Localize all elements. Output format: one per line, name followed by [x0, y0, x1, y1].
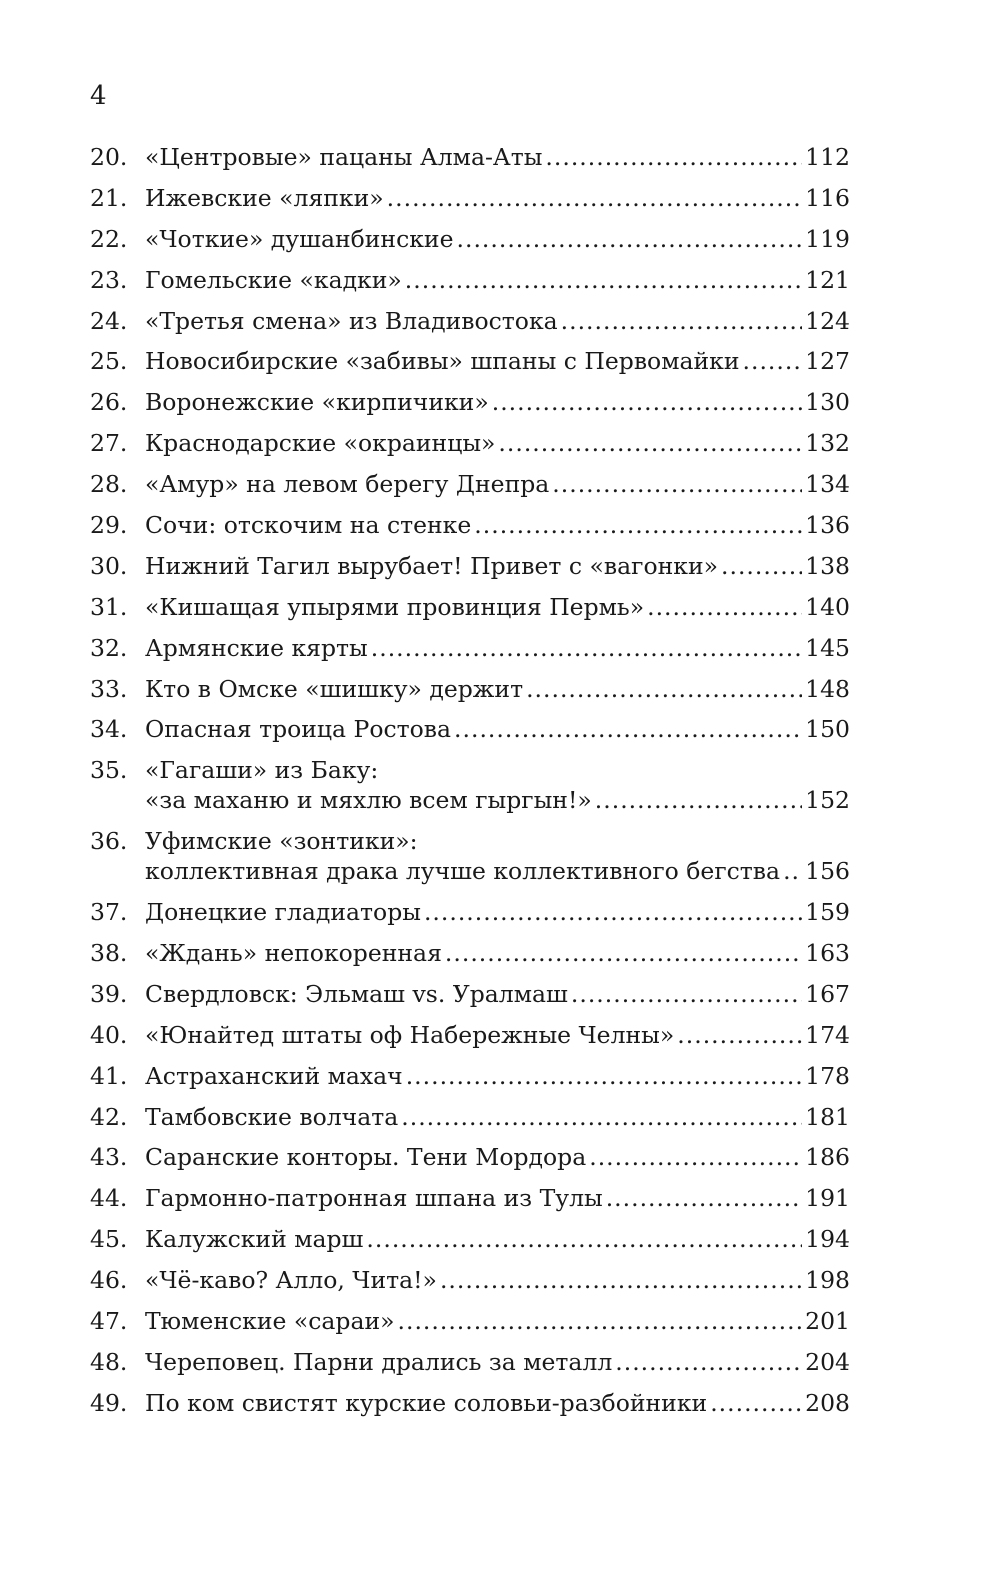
toc-entry-body: [145, 1183, 850, 1213]
toc-entry: [90, 183, 850, 213]
toc-entry-page: 156: [805, 857, 850, 886]
toc-entry-number: 43.: [90, 1143, 128, 1172]
toc-entry-title: Донецкие гладиаторы: [145, 898, 421, 927]
toc-entry-line: [145, 1183, 850, 1213]
toc-entry-body: [145, 1020, 850, 1050]
toc-entry-line: [145, 633, 850, 663]
toc-entry: [90, 674, 850, 704]
dot-leader: [371, 633, 802, 663]
toc-entry: [90, 633, 850, 663]
toc-entry-line: [145, 1306, 850, 1336]
toc-entry-page: 127: [805, 347, 850, 376]
toc-entry-title: «Кишащая упырями провинция Пермь»: [145, 592, 645, 621]
page-number: 4: [90, 81, 107, 111]
dot-leader: [440, 1265, 802, 1295]
dot-leader: [545, 142, 802, 172]
dot-leader: [571, 979, 802, 1009]
toc-entry-line: [145, 674, 850, 704]
toc-entry-body: [145, 1306, 850, 1336]
toc-entry-number: 47.: [90, 1307, 128, 1336]
toc-entry-page: 130: [805, 388, 850, 417]
toc-entry: [90, 826, 850, 886]
toc-entry: [90, 938, 850, 968]
toc-entry-number: 33.: [90, 674, 128, 703]
toc-entry-title: Тюменские «сараи»: [145, 1307, 395, 1336]
dot-leader: [405, 265, 802, 295]
toc-entry-body: [145, 1061, 850, 1091]
toc-entry: [90, 224, 850, 254]
toc-entry-page: 140: [805, 592, 850, 621]
toc-entry-page: 201: [805, 1307, 850, 1336]
toc-entry: [90, 1061, 850, 1091]
toc-entry-line: [145, 1061, 850, 1091]
dot-leader: [721, 551, 802, 581]
dot-leader: [647, 592, 802, 622]
toc-entry-line: [145, 1347, 850, 1377]
toc-entry-body: [145, 1347, 850, 1377]
toc-entry-page: 116: [805, 183, 850, 212]
toc-entry-page: 148: [805, 674, 850, 703]
dot-leader: [595, 785, 802, 815]
toc-entry-number: 25.: [90, 347, 128, 376]
toc-entry-page: 208: [805, 1388, 850, 1417]
toc-entry-title: «Центровые» пацаны Алма-Аты: [145, 143, 543, 171]
toc-entry-line: [145, 183, 850, 213]
dot-leader: [401, 1102, 802, 1132]
dot-leader: [424, 897, 802, 927]
toc-entry-line: [145, 826, 850, 856]
dot-leader: [710, 1388, 802, 1418]
toc-entry-title: «Чё-каво? Алло, Чита!»: [145, 1266, 437, 1295]
dot-leader: [552, 469, 802, 499]
toc-entry: [90, 755, 850, 815]
toc-entry: [90, 306, 850, 336]
toc-entry-line: [145, 856, 850, 886]
toc-entry: [90, 1224, 850, 1254]
dot-leader: [615, 1347, 802, 1377]
toc-entry-page: 204: [805, 1347, 850, 1376]
dot-leader: [406, 1061, 802, 1091]
dot-leader: [526, 674, 802, 704]
toc-entry-line: [145, 142, 850, 172]
toc-entry-line: [145, 306, 850, 336]
toc-entry-body: [145, 1142, 850, 1172]
toc-entry: [90, 1183, 850, 1213]
toc-entry-line: [145, 1102, 850, 1132]
toc-entry-number: 21.: [90, 183, 128, 212]
toc-entry-body: [145, 306, 850, 336]
toc-entry-title: Астраханский махач: [145, 1061, 403, 1090]
toc-entry-number: 31.: [90, 592, 128, 621]
toc-entry-page: 152: [805, 786, 850, 815]
toc-entry-title: «Амур» на левом берегу Днепра: [145, 470, 550, 499]
toc-entry-body: [145, 1224, 850, 1254]
toc-entry: [90, 510, 850, 540]
toc-entry-title: Новосибирские «забивы» шпаны с Первомайки: [145, 347, 740, 376]
toc-entry: [90, 1388, 850, 1418]
toc-entry-title: Нижний Тагил вырубает! Привет с «вагонки»: [145, 551, 718, 580]
toc-entry-body: [145, 755, 850, 815]
toc-entry-title: Уфимские «зонтики»:: [145, 827, 418, 856]
toc-entry-title: Свердловск: Эльмаш vs. Уралмаш: [145, 979, 568, 1008]
toc-entry-title: Череповец. Парни дрались за металл: [145, 1347, 613, 1376]
toc-entry-title: коллективная драка лучше коллективного бегства: [145, 857, 781, 886]
toc-entry-line: [145, 469, 850, 499]
toc-entry-body: [145, 714, 850, 744]
toc-entry-line: [145, 1265, 850, 1295]
toc-entry: [90, 1306, 850, 1336]
toc-entry-title: Воронежские «кирпичики»: [145, 388, 489, 417]
toc-entry-title: Саранские конторы. Тени Мордора: [145, 1143, 587, 1172]
toc-entry: [90, 387, 850, 417]
toc-entry: [90, 551, 850, 581]
toc-entry-page: 119: [805, 224, 850, 253]
dot-leader: [783, 856, 802, 886]
toc-entry-body: [145, 510, 850, 540]
toc-entry-body: [145, 1388, 850, 1418]
toc-entry-line: [145, 1388, 850, 1418]
dot-leader: [457, 224, 803, 254]
toc-entry-page: 194: [805, 1225, 850, 1254]
toc-entry: [90, 265, 850, 295]
toc-entry-title: «Юнайтед штаты оф Набережные Челны»: [145, 1020, 675, 1049]
toc-entry-body: [145, 633, 850, 663]
toc-entry-number: 28.: [90, 470, 128, 499]
toc-entry-page: 150: [805, 715, 850, 744]
toc-entry-number: 22.: [90, 224, 128, 253]
toc-entry-title: Калужский марш: [145, 1225, 364, 1254]
toc-entry: [90, 979, 850, 1009]
dot-leader: [606, 1183, 802, 1213]
toc-entry-title: Армянские кярты: [145, 633, 368, 662]
toc-entry-body: [145, 897, 850, 927]
toc-entry-page: 191: [805, 1184, 850, 1213]
toc-entry-number: 29.: [90, 511, 128, 540]
toc-entry-body: [145, 979, 850, 1009]
toc-entry: [90, 714, 850, 744]
toc-entry-number: 27.: [90, 429, 128, 458]
toc-entry-page: 159: [805, 898, 850, 927]
toc-entry: [90, 1142, 850, 1172]
toc-entry-page: 145: [805, 633, 850, 662]
toc-entry-number: 40.: [90, 1020, 128, 1049]
toc-entry-number: 26.: [90, 388, 128, 417]
toc-entry-page: 167: [805, 979, 850, 1008]
toc-entry: [90, 469, 850, 499]
toc-entry: [90, 1020, 850, 1050]
toc-entry-line: [145, 265, 850, 295]
toc-entry-page: 124: [805, 306, 850, 335]
toc-entry-line: [145, 979, 850, 1009]
toc-entry-body: [145, 265, 850, 295]
dot-leader: [398, 1306, 803, 1336]
toc-entry-body: [145, 674, 850, 704]
toc-entry: [90, 346, 850, 376]
toc-entry-body: [145, 183, 850, 213]
toc-entry-body: [145, 224, 850, 254]
toc-entry-line: [145, 428, 850, 458]
toc-entry-title: Краснодарские «окраинцы»: [145, 429, 496, 458]
toc-entry: [90, 592, 850, 622]
toc-entry-body: [145, 469, 850, 499]
toc-entry-page: 186: [805, 1143, 850, 1172]
toc-entry-line: [145, 346, 850, 376]
toc-entry-line: [145, 1020, 850, 1050]
toc-entry-number: 23.: [90, 265, 128, 294]
toc-entry: [90, 428, 850, 458]
toc-entry-body: [145, 142, 850, 172]
toc-entry-line: [145, 224, 850, 254]
toc-entry-title: Кто в Омске «шишку» держит: [145, 674, 524, 703]
toc-entry-title: Тамбовские волчата: [145, 1102, 399, 1131]
toc-entry-title: Гармонно-патронная шпана из Тулы: [145, 1184, 603, 1213]
toc-entry-title: «Чоткие» душанбинские: [145, 224, 454, 253]
dot-leader: [474, 510, 802, 540]
toc-entry-title: «Третья смена» из Владивостока: [145, 306, 558, 335]
toc-entry-number: 39.: [90, 979, 128, 1008]
toc-entry-body: [145, 1265, 850, 1295]
dot-leader: [589, 1142, 802, 1172]
toc-entry-line: [145, 938, 850, 968]
toc-entry-number: 24.: [90, 306, 128, 335]
toc-entry-number: 37.: [90, 898, 128, 927]
toc-entry-line: [145, 592, 850, 622]
toc-entry-body: [145, 551, 850, 581]
dot-leader: [454, 714, 802, 744]
toc-entry-body: [145, 428, 850, 458]
toc-entry-page: 138: [805, 551, 850, 580]
dot-leader: [743, 346, 803, 376]
toc-entry-number: 36.: [90, 827, 128, 856]
toc-entry-body: [145, 592, 850, 622]
toc-entry-page: 134: [805, 470, 850, 499]
toc-entry-page: 163: [805, 939, 850, 968]
toc-entry: [90, 1102, 850, 1132]
toc-entry-line: [145, 785, 850, 815]
toc-entry-title: Сочи: отскочим на стенке: [145, 511, 472, 540]
toc-entry-page: 181: [805, 1102, 850, 1131]
toc-entry-number: 42.: [90, 1102, 128, 1131]
toc-entry-line: [145, 714, 850, 744]
toc-entry-number: 41.: [90, 1061, 128, 1090]
table-of-contents: [90, 142, 850, 1429]
toc-entry-number: 49.: [90, 1388, 128, 1417]
toc-entry-page: 198: [805, 1266, 850, 1295]
toc-entry-page: 178: [805, 1061, 850, 1090]
dot-leader: [445, 938, 802, 968]
dot-leader: [387, 183, 802, 213]
dot-leader: [498, 428, 802, 458]
toc-entry-title: Ижевские «ляпки»: [145, 183, 384, 212]
toc-entry-line: [145, 510, 850, 540]
toc-entry: [90, 1347, 850, 1377]
toc-entry-page: 121: [805, 265, 850, 294]
dot-leader: [561, 306, 803, 336]
toc-entry-line: [145, 551, 850, 581]
toc-entry: [90, 142, 850, 172]
dot-leader: [677, 1020, 802, 1050]
toc-entry-page: 112: [805, 143, 850, 171]
toc-entry-page: 136: [805, 511, 850, 540]
toc-entry-number: 35.: [90, 756, 128, 785]
toc-entry-body: [145, 387, 850, 417]
toc-entry-number: 46.: [90, 1266, 128, 1295]
toc-entry: [90, 1265, 850, 1295]
toc-entry-title: Опасная троица Ростова: [145, 715, 452, 744]
toc-entry-body: [145, 1102, 850, 1132]
toc-entry-number: 48.: [90, 1347, 128, 1376]
toc-entry-number: 32.: [90, 633, 128, 662]
toc-entry: [90, 897, 850, 927]
toc-entry-page: 174: [805, 1020, 850, 1049]
toc-entry-title: «Ждань» непокоренная: [145, 939, 442, 968]
dot-leader: [492, 387, 802, 417]
toc-entry-page: 132: [805, 429, 850, 458]
toc-entry-line: [145, 897, 850, 927]
toc-entry-title: Гомельские «кадки»: [145, 265, 402, 294]
toc-entry-line: [145, 1224, 850, 1254]
toc-entry-line: [145, 387, 850, 417]
toc-entry-title: «Гагаши» из Баку:: [145, 756, 379, 785]
dot-leader: [366, 1224, 802, 1254]
toc-entry-body: [145, 826, 850, 886]
toc-entry-number: 20.: [90, 143, 128, 171]
toc-entry-number: 38.: [90, 939, 128, 968]
toc-entry-line: [145, 755, 850, 785]
toc-entry-title: По ком свистят курские соловьи-разбойники: [145, 1388, 708, 1417]
toc-entry-number: 44.: [90, 1184, 128, 1213]
toc-entry-line: [145, 1142, 850, 1172]
toc-entry-number: 45.: [90, 1225, 128, 1254]
toc-entry-number: 34.: [90, 715, 128, 744]
toc-entry-body: [145, 938, 850, 968]
toc-entry-title: «за маханю и мяхлю всем гыргын!»: [145, 786, 592, 815]
toc-entry-body: [145, 346, 850, 376]
toc-entry-number: 30.: [90, 551, 128, 580]
